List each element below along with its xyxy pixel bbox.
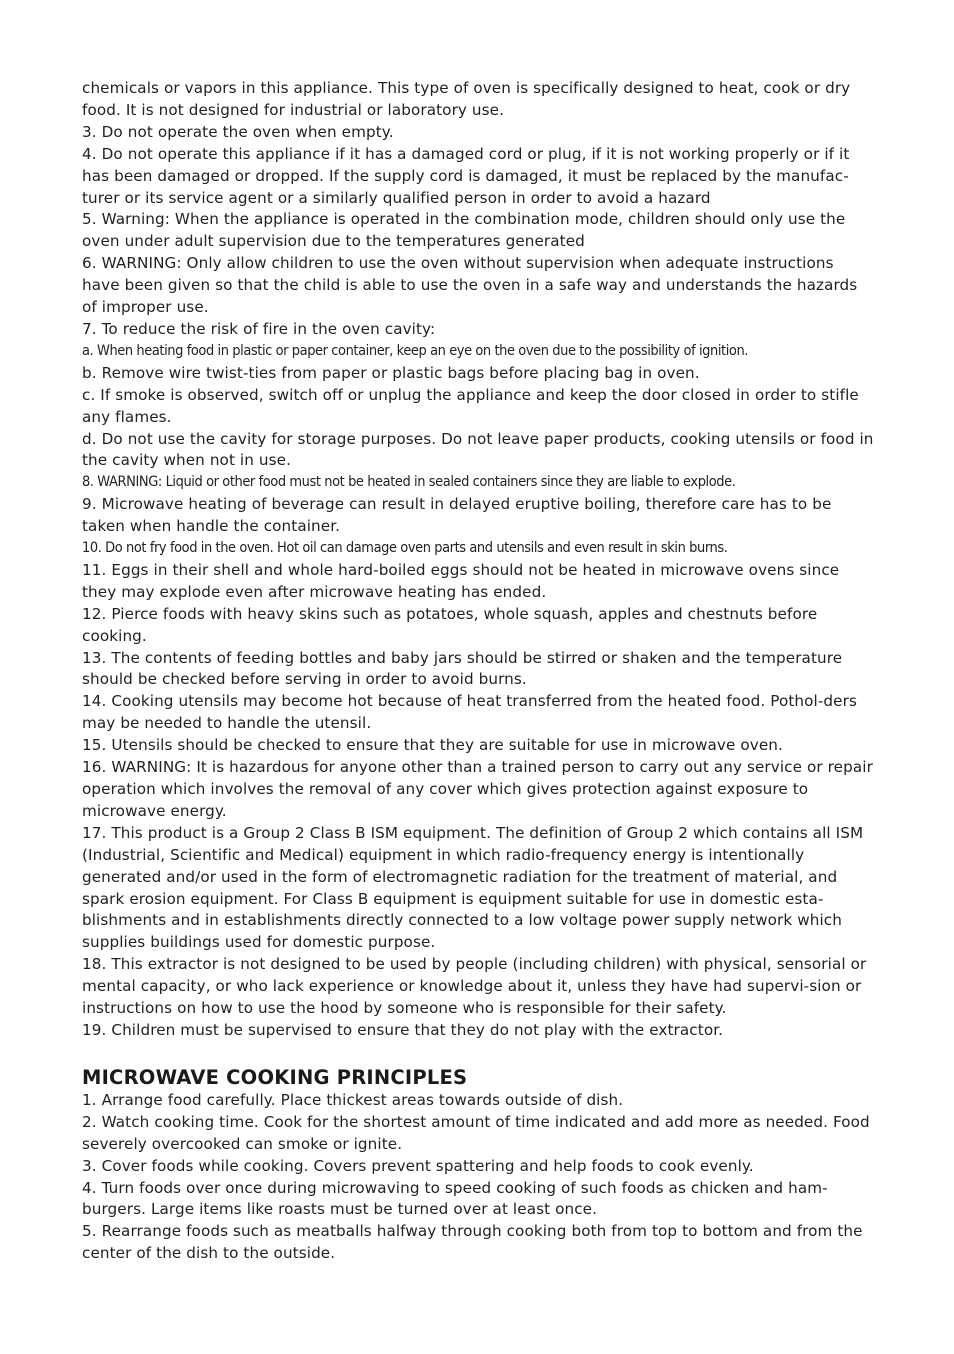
safety-item-7b: b. Remove wire twist-ties from paper or plastic bags before placing bag in oven. xyxy=(82,363,700,382)
safety-item-7d: d. Do not use the cavity for storage purposes. Do not leave paper products, cooking utensils or food in the cavity when not in use. xyxy=(82,429,874,470)
safety-item-4: 4. Do not operate this appliance if it has a damaged cord or plug, if it is not working properly or if it has been damaged or dropped. If the supply cord is damaged, it must be replaced by the manufac-turer or its service agent or a similarly qualified person in order to avoid a hazard xyxy=(82,144,850,207)
section-heading: MICROWAVE COOKING PRINCIPLES xyxy=(82,1065,468,1089)
safety-instructions-list xyxy=(82,78,874,1042)
safety-item-5: 5. Warning: When the appliance is operated in the combination mode, children should only use the oven under adult supervision due to the temperatures generated xyxy=(82,210,846,251)
safety-item-10: 10. Do not fry food in the oven. Hot oil can damage oven parts and utensils and even result in skin burns. xyxy=(82,540,728,557)
safety-item-19: 19. Children must be supervised to ensure that they do not play with the extractor. xyxy=(82,1020,724,1039)
safety-item-18: 18. This extractor is not designed to be used by people (including children) with physical, sensorial or mental capacity, or who lack experience or knowledge about it, unless they have had supervi-sion or instructions on how to use the hood by someone who is responsible for their safety. xyxy=(82,955,867,1018)
safety-item-3: 3. Do not operate the oven when empty. xyxy=(82,122,394,141)
safety-item-16: 16. WARNING: It is hazardous for anyone other than a trained person to carry out any service or repair operation which involves the removal of any cover which gives protection against exposure to microwave energy. xyxy=(82,758,873,820)
safety-item-14: 14. Cooking utensils may become hot because of heat transferred from the heated food. Pothol-ders may be needed to handle the utensil. xyxy=(82,692,857,733)
safety-item-17: 17. This product is a Group 2 Class B ISM equipment. The definition of Group 2 which contains all ISM (Industrial, Scientific and Medical) equipment in which radio-frequency energy is intentionally generated and/or used in the form of electromagnetic radiation for the treatment of material, and spark erosion equipment. For Class B equipment is equipment suitable for use in domestic esta-blishments and in establishments directly connected to a low voltage power supply network which supplies buildings used for domestic purpose. xyxy=(82,823,864,952)
safety-item-2-continued: chemicals or vapors in this appliance. This type of oven is specifically designed to heat, cook or dry food. It is not designed for industrial or laboratory use. xyxy=(82,79,851,119)
safety-item-7: 7. To reduce the risk of fire in the oven cavity: xyxy=(82,319,436,338)
principle-item-1: 1. Arrange food carefully. Place thickest areas towards outside of dish. xyxy=(82,1090,624,1109)
safety-item-6: 6. WARNING: Only allow children to use the oven without supervision when adequate instructions have been given so that the child is able to use the oven in a safe way and understands the hazards of improper use. xyxy=(82,254,858,317)
safety-item-13: 13. The contents of feeding bottles and baby jars should be stirred or shaken and the temperature should be checked before serving in order to avoid burns. xyxy=(82,648,843,689)
principles-list xyxy=(82,1090,874,1265)
document-page xyxy=(82,78,874,1265)
safety-item-15: 15. Utensils should be checked to ensure that they are suitable for use in microwave oven. xyxy=(82,736,783,755)
principle-item-2: 2. Watch cooking time. Cook for the shortest amount of time indicated and add more as needed. Food severely overcooked can smoke or ignite. xyxy=(82,1112,870,1153)
principle-item-5: 5. Rearrange foods such as meatballs halfway through cooking both from top to bottom and from the center of the dish to the outside. xyxy=(82,1222,863,1263)
principle-item-3: 3. Cover foods while cooking. Covers prevent spattering and help foods to cook evenly. xyxy=(82,1156,754,1175)
safety-item-12: 12. Pierce foods with heavy skins such as potatoes, whole squash, apples and chestnuts before cooking. xyxy=(82,604,818,645)
safety-item-9: 9. Microwave heating of beverage can result in delayed eruptive boiling, therefore care has to be taken when handle the container. xyxy=(82,495,832,536)
safety-item-7a: a. When heating food in plastic or paper container, keep an eye on the oven due to the possibility of ignition. xyxy=(82,342,749,359)
safety-item-7c: c. If smoke is observed, switch off or unplug the appliance and keep the door closed in order to stifle any flames. xyxy=(82,385,859,426)
principle-item-4: 4. Turn foods over once during microwaving to speed cooking of such foods as chicken and ham-burgers. Large items like roasts must be turned over at least once. xyxy=(82,1178,828,1219)
safety-item-8: 8. WARNING: Liquid or other food must not be heated in sealed containers since they are liable to explode. xyxy=(82,474,736,491)
safety-item-11: 11. Eggs in their shell and whole hard-boiled eggs should not be heated in microwave ovens since they may explode even after microwave heating has ended. xyxy=(82,560,840,601)
